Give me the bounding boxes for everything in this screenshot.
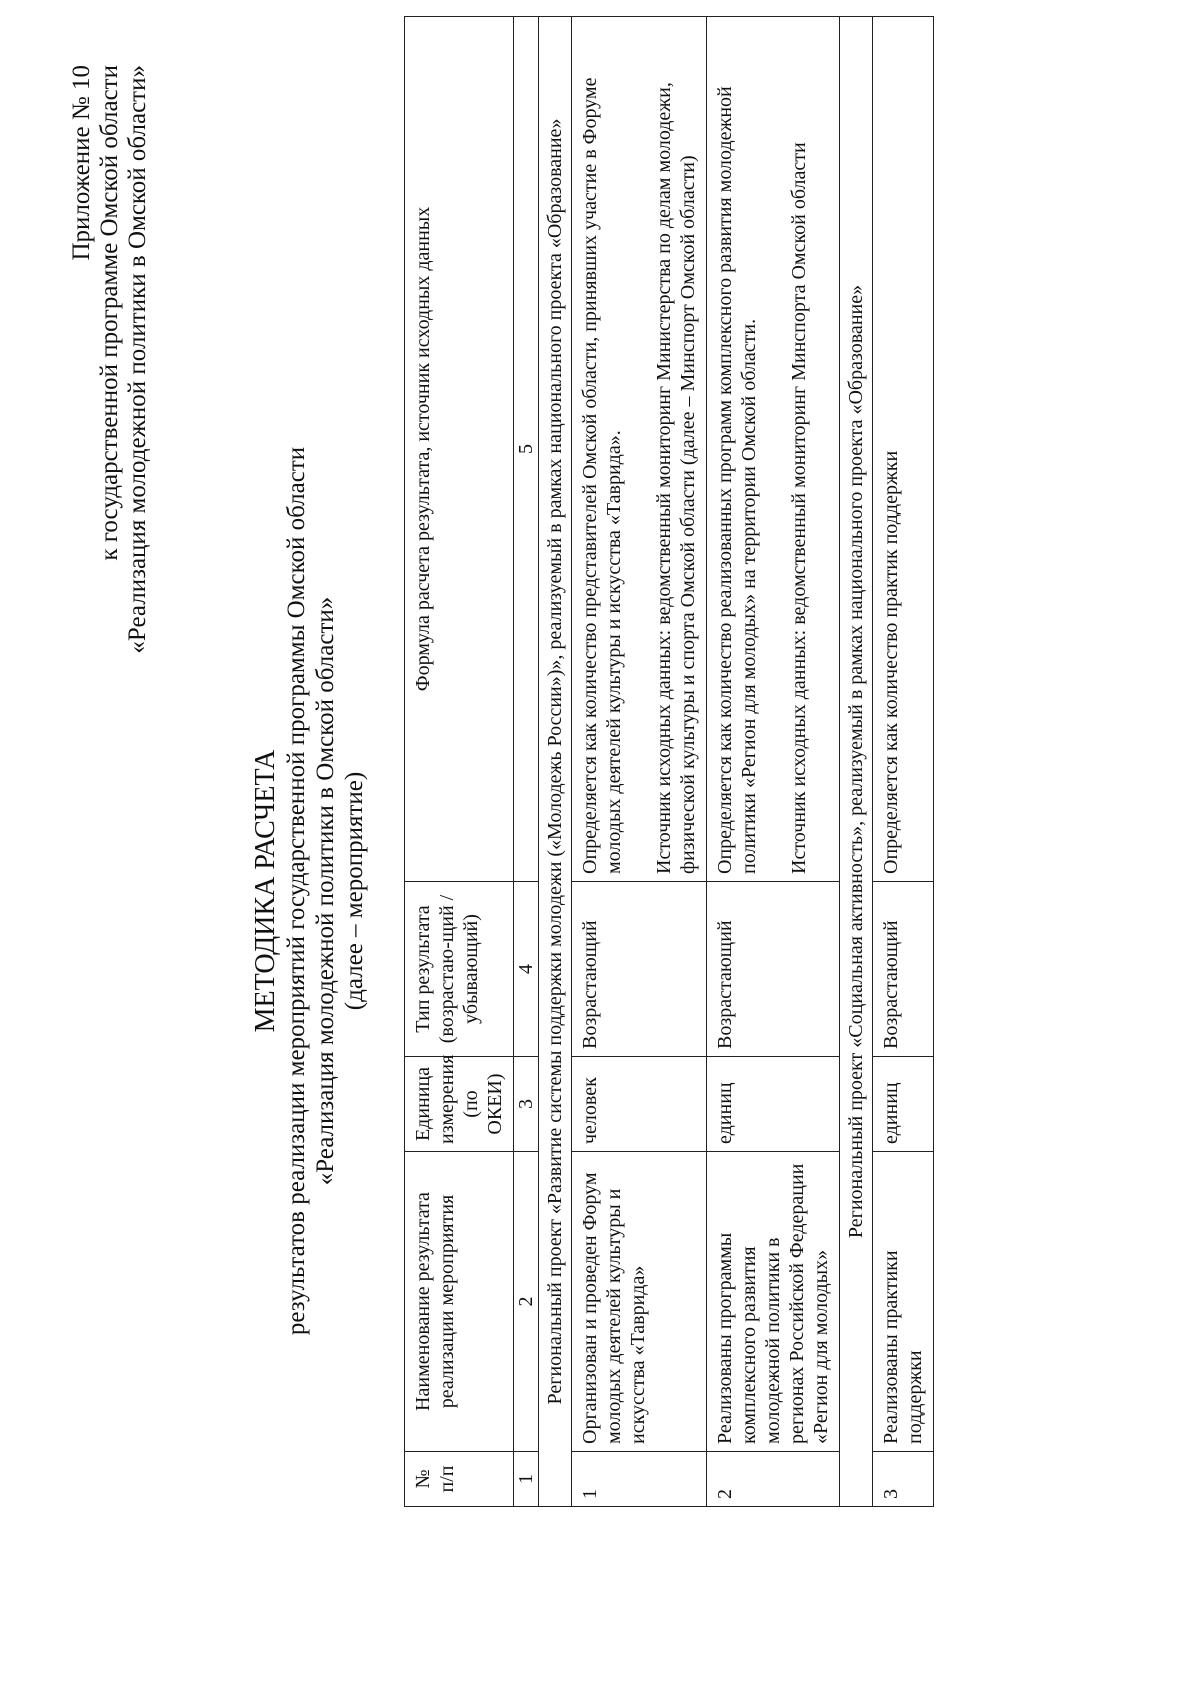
document-heading: [250, 315, 369, 1467]
column-number: 5: [514, 17, 539, 882]
row-unit: единиц: [873, 1057, 934, 1152]
appendix-line-3: «Реализация молодежной политики в Омской области»: [124, 65, 151, 654]
row-number: 2: [707, 1452, 840, 1507]
table-row: [707, 17, 840, 1507]
paragraph-gap: [761, 24, 787, 874]
row-result-type: Возрастающий: [707, 882, 840, 1057]
column-number: 4: [514, 882, 539, 1057]
row-data-source: Источник исходных данных: ведомственный мониторинг Министерства по делам молодежи, физической культуры и спорта Омской области (далее – Минспорт Омской области): [653, 82, 699, 874]
section-title-regional-project-1: Региональный проект «Развитие системы поддержки молодежи («Молодежь России»)», реализуемый в рамках национального проекта «Образование»: [539, 17, 572, 1507]
row-data-source: Источник исходных данных: ведомственный мониторинг Минспорта Омской области: [788, 142, 810, 874]
row-formula-cell: [572, 17, 707, 882]
header-unit: Единица измерения (по ОКЕИ): [405, 1057, 514, 1152]
row-result-name: Реализованы практики поддержки: [873, 1152, 934, 1452]
header-result-name: Наименование результата реализации мероприятия: [405, 1152, 514, 1452]
header-formula: Формула расчета результата, источник исходных данных: [405, 17, 514, 882]
column-number-row: [514, 17, 539, 1507]
row-number: 1: [572, 1452, 707, 1507]
appendix-line-1: Приложение № 10: [68, 65, 95, 261]
row-formula: Определяется как количество практик поддержки: [873, 17, 934, 882]
row-result-name: Реализованы программы комплексного развития молодежной политики в регионах Российской Федерации «Регион для молодых»: [707, 1152, 840, 1452]
row-result-type: Возрастающий: [572, 882, 707, 1057]
paragraph-gap: [626, 24, 652, 874]
section-title-regional-project-2: Региональный проект «Социальная активность», реализуемый в рамках национального проекта «Образование»: [840, 17, 873, 1507]
row-unit: человек: [572, 1057, 707, 1152]
table-header-row: [405, 17, 514, 1507]
table-row: [873, 17, 934, 1507]
column-number: 1: [514, 1452, 539, 1507]
row-formula-cell: [707, 17, 840, 882]
row-unit: единиц: [707, 1057, 840, 1152]
table-row: [572, 17, 707, 1507]
row-number: 3: [873, 1452, 934, 1507]
document-title: МЕТОДИКА РАСЧЕТА: [250, 749, 281, 1033]
document-subtitle-2: «Реализация молодежной политики в Омской области»: [312, 596, 339, 1186]
methodology-table: [404, 16, 934, 1507]
document-subtitle-1: результатов реализации мероприятий государственной программы Омской области: [283, 446, 310, 1336]
header-result-type: Тип результата (возрастаю-щий / убывающий): [405, 882, 514, 1057]
row-formula: Определяется как количество реализованных программ комплексного развития молодежной политики «Регион для молодых» на территории Омской области.: [714, 86, 760, 874]
header-number: № п/п: [405, 1452, 514, 1507]
row-result-type: Возрастающий: [873, 882, 934, 1057]
column-number: 2: [514, 1152, 539, 1452]
document-subtitle-3: (далее – мероприятие): [341, 771, 368, 1011]
column-number: 3: [514, 1057, 539, 1152]
row-formula: Определяется как количество представителей Омской области, принявших участие в Форуме молодых деятелей культуры и искусства «Таврида».: [579, 77, 625, 874]
row-result-name: Организован и проведен Форум молодых деятелей культуры и искусства «Таврида»: [572, 1152, 707, 1452]
section-row: [840, 17, 873, 1507]
appendix-line-2: к государственной программе Омской области: [96, 65, 123, 561]
section-row: [539, 17, 572, 1507]
appendix-header: [68, 65, 152, 1697]
